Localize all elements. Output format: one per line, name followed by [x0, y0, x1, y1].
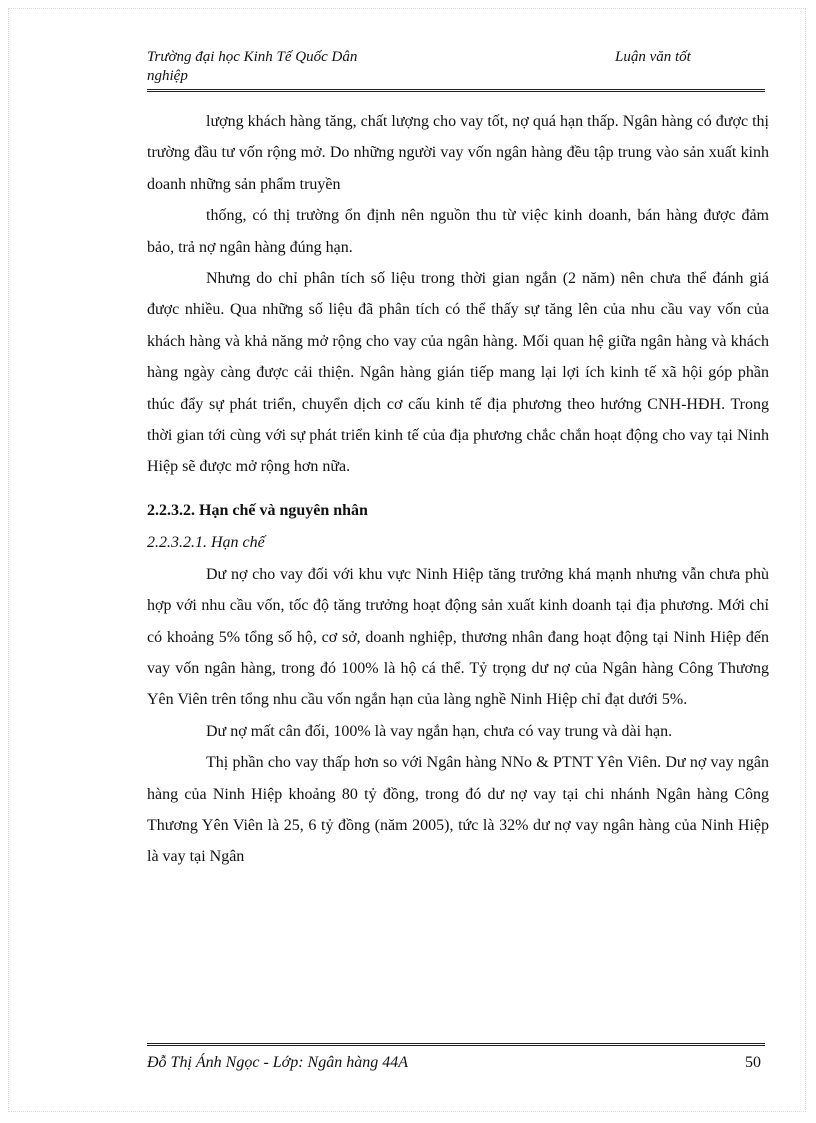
header-school-line1: Trường đại học Kinh Tế Quốc Dân — [147, 49, 358, 65]
paragraph-2: thống, có thị trường ổn định nên nguồn thu từ việc kinh doanh, bán hàng được đảm bảo, trả nợ ngân hàng đúng hạn. — [147, 207, 769, 256]
paragraph-5: Dư nợ mất cân đối, 100% là vay ngắn hạn, chưa có vay trung và dài hạn. — [206, 722, 673, 740]
paragraph-6: Thị phần cho vay thấp hơn so với Ngân hàng NNo & PTNT Yên Viên. Dư nợ vay ngân hàng của Ninh Hiệp khoảng 80 tỷ đồng, trong đó dư nợ vay tại chi nhánh Ngân hàng Công Thương Yên Viên là 25, 6 tỷ đồng (năm 2005), tức là 32% dư nợ vay ngân hàng của Ninh Hiệp là vay tại Ngân — [147, 754, 769, 866]
footer-author: Đỗ Thị Ánh Ngọc - Lớp: Ngân hàng 44A — [147, 1054, 408, 1071]
paragraph-3: Nhưng do chỉ phân tích số liệu trong thời gian ngắn (2 năm) nên chưa thể đánh giá được nhiều. Qua những số liệu đã phân tích có thể thấy sự tăng lên của nhu cầu vay vốn của khách hàng và khả năng mở rộng cho vay của ngân hàng. Mối quan hệ giữa ngân hàng và khách hàng ngày càng được cải thiện. Ngân hàng gián tiếp mang lại lợi ích kinh tế xã hội góp phần thúc đẩy sự phát triển, chuyển dịch cơ cấu kinh tế địa phương theo hướng CNH-HĐH. Trong thời gian tới cùng với sự phát triển kinh tế của địa phương chắc chắn hoạt động cho vay tại Ninh Hiệp sẽ được mở rộng hơn nữa. — [147, 270, 769, 476]
header-school — [147, 48, 427, 86]
footer-rule — [147, 1043, 765, 1046]
page-body — [147, 106, 769, 873]
header-thesis-type: Luận văn tốt — [615, 49, 691, 65]
subsection-heading: 2.2.3.2.1. Hạn chế — [147, 534, 265, 552]
page-number: 50 — [745, 1054, 761, 1071]
paragraph-1: lượng khách hàng tăng, chất lượng cho vay tốt, nợ quá hạn thấp. Ngân hàng có được thị trường đầu tư vốn rộng mở. Do những người vay vốn ngân hàng đều tập trung vào sản xuất kinh doanh những sản phẩm truyền — [147, 113, 769, 193]
page-footer — [147, 1054, 765, 1072]
section-heading: 2.2.3.2. Hạn chế và nguyên nhân — [147, 501, 368, 519]
header-rule — [147, 89, 765, 92]
paragraph-4: Dư nợ cho vay đối với khu vực Ninh Hiệp tăng trưởng khá mạnh nhưng vẫn chưa phù hợp với nhu cầu vốn, tốc độ tăng trưởng hoạt động sản xuất kinh doanh tại địa phương. Mới chỉ có khoảng 5% tổng số hộ, cơ sở, doanh nghiệp, thương nhân đang hoạt động tại Ninh Hiệp đến vay vốn ngân hàng, trong đó 100% là hộ cá thể. Tỷ trọng dư nợ của Ngân hàng Công Thương Yên Viên trên tổng nhu cầu vốn ngắn hạn của làng nghề Ninh Hiệp chỉ đạt dưới 5%. — [147, 565, 769, 709]
header-school-line2: nghiệp — [147, 68, 188, 84]
